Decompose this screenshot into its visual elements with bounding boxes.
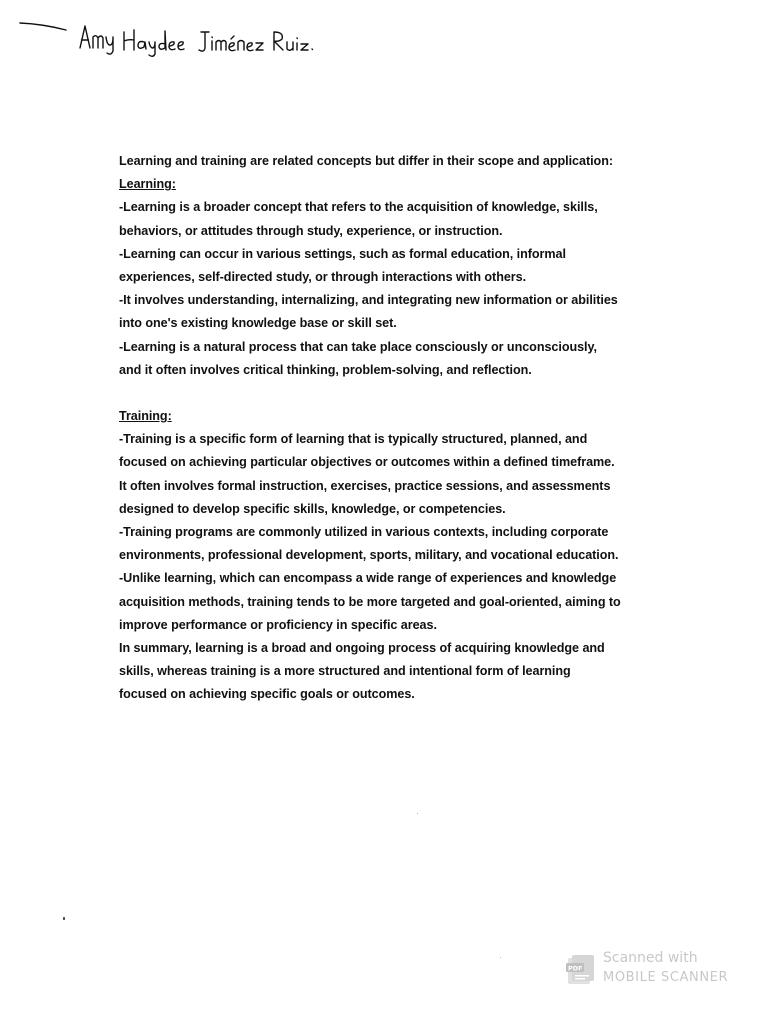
learning-line: experiences, self-directed study, or through interactions with others.	[119, 270, 527, 285]
training-line: -Training programs are commonly utilized in various contexts, including corporate	[119, 525, 609, 540]
scan-speck	[63, 917, 65, 920]
summary-line: skills, whereas training is a more structured and intentional form of learning	[119, 664, 571, 679]
training-line: improve performance or proficiency in specific areas.	[119, 617, 437, 632]
pdf-icon	[566, 954, 596, 986]
summary-line: In summary, learning is a broad and ongoing process of acquiring knowledge and	[119, 641, 605, 656]
watermark-line2: MOBILE SCANNER	[603, 970, 729, 985]
scan-speck	[500, 957, 501, 958]
document-body	[119, 150, 679, 707]
learning-line: -Learning is a broader concept that refers to the acquisition of knowledge, skills,	[119, 200, 598, 215]
paragraph-gap	[119, 382, 679, 405]
learning-line: -Learning is a natural process that can take place consciously or unconsciously,	[119, 339, 597, 354]
training-line: It often involves formal instruction, exercises, practice sessions, and assessments	[119, 478, 611, 493]
learning-line: and it often involves critical thinking, problem-solving, and reflection.	[119, 362, 532, 377]
intro-paragraph: Learning and training are related concepts but differ in their scope and application:	[119, 154, 613, 168]
training-line: -Unlike learning, which can encompass a wide range of experiences and knowledge	[119, 571, 617, 586]
training-line: environments, professional development, sports, military, and vocational education.	[119, 548, 619, 563]
training-heading: Training:	[119, 409, 172, 424]
training-line: acquisition methods, training tends to be more targeted and goal-oriented, aiming to	[119, 594, 621, 609]
svg-text:PDF: PDF	[568, 964, 583, 973]
learning-heading: Learning:	[119, 177, 176, 192]
handwritten-signature	[18, 18, 338, 68]
watermark-line1: Scanned with	[603, 950, 698, 966]
training-line: focused on achieving particular objectives or outcomes within a defined timeframe.	[119, 455, 615, 470]
learning-line: behaviors, or attitudes through study, experience, or instruction.	[119, 223, 503, 238]
training-line: -Training is a specific form of learning that is typically structured, planned, and	[119, 432, 588, 447]
learning-line: -It involves understanding, internalizing, and integrating new information or abilities	[119, 293, 618, 308]
learning-line: -Learning can occur in various settings, such as formal education, informal	[119, 246, 566, 261]
scanner-watermark	[566, 948, 746, 992]
training-line: designed to develop specific skills, knowledge, or competencies.	[119, 501, 506, 516]
learning-line: into one's existing knowledge base or skill set.	[119, 316, 397, 331]
scan-speck	[417, 813, 418, 814]
summary-line: focused on achieving specific goals or outcomes.	[119, 687, 415, 702]
